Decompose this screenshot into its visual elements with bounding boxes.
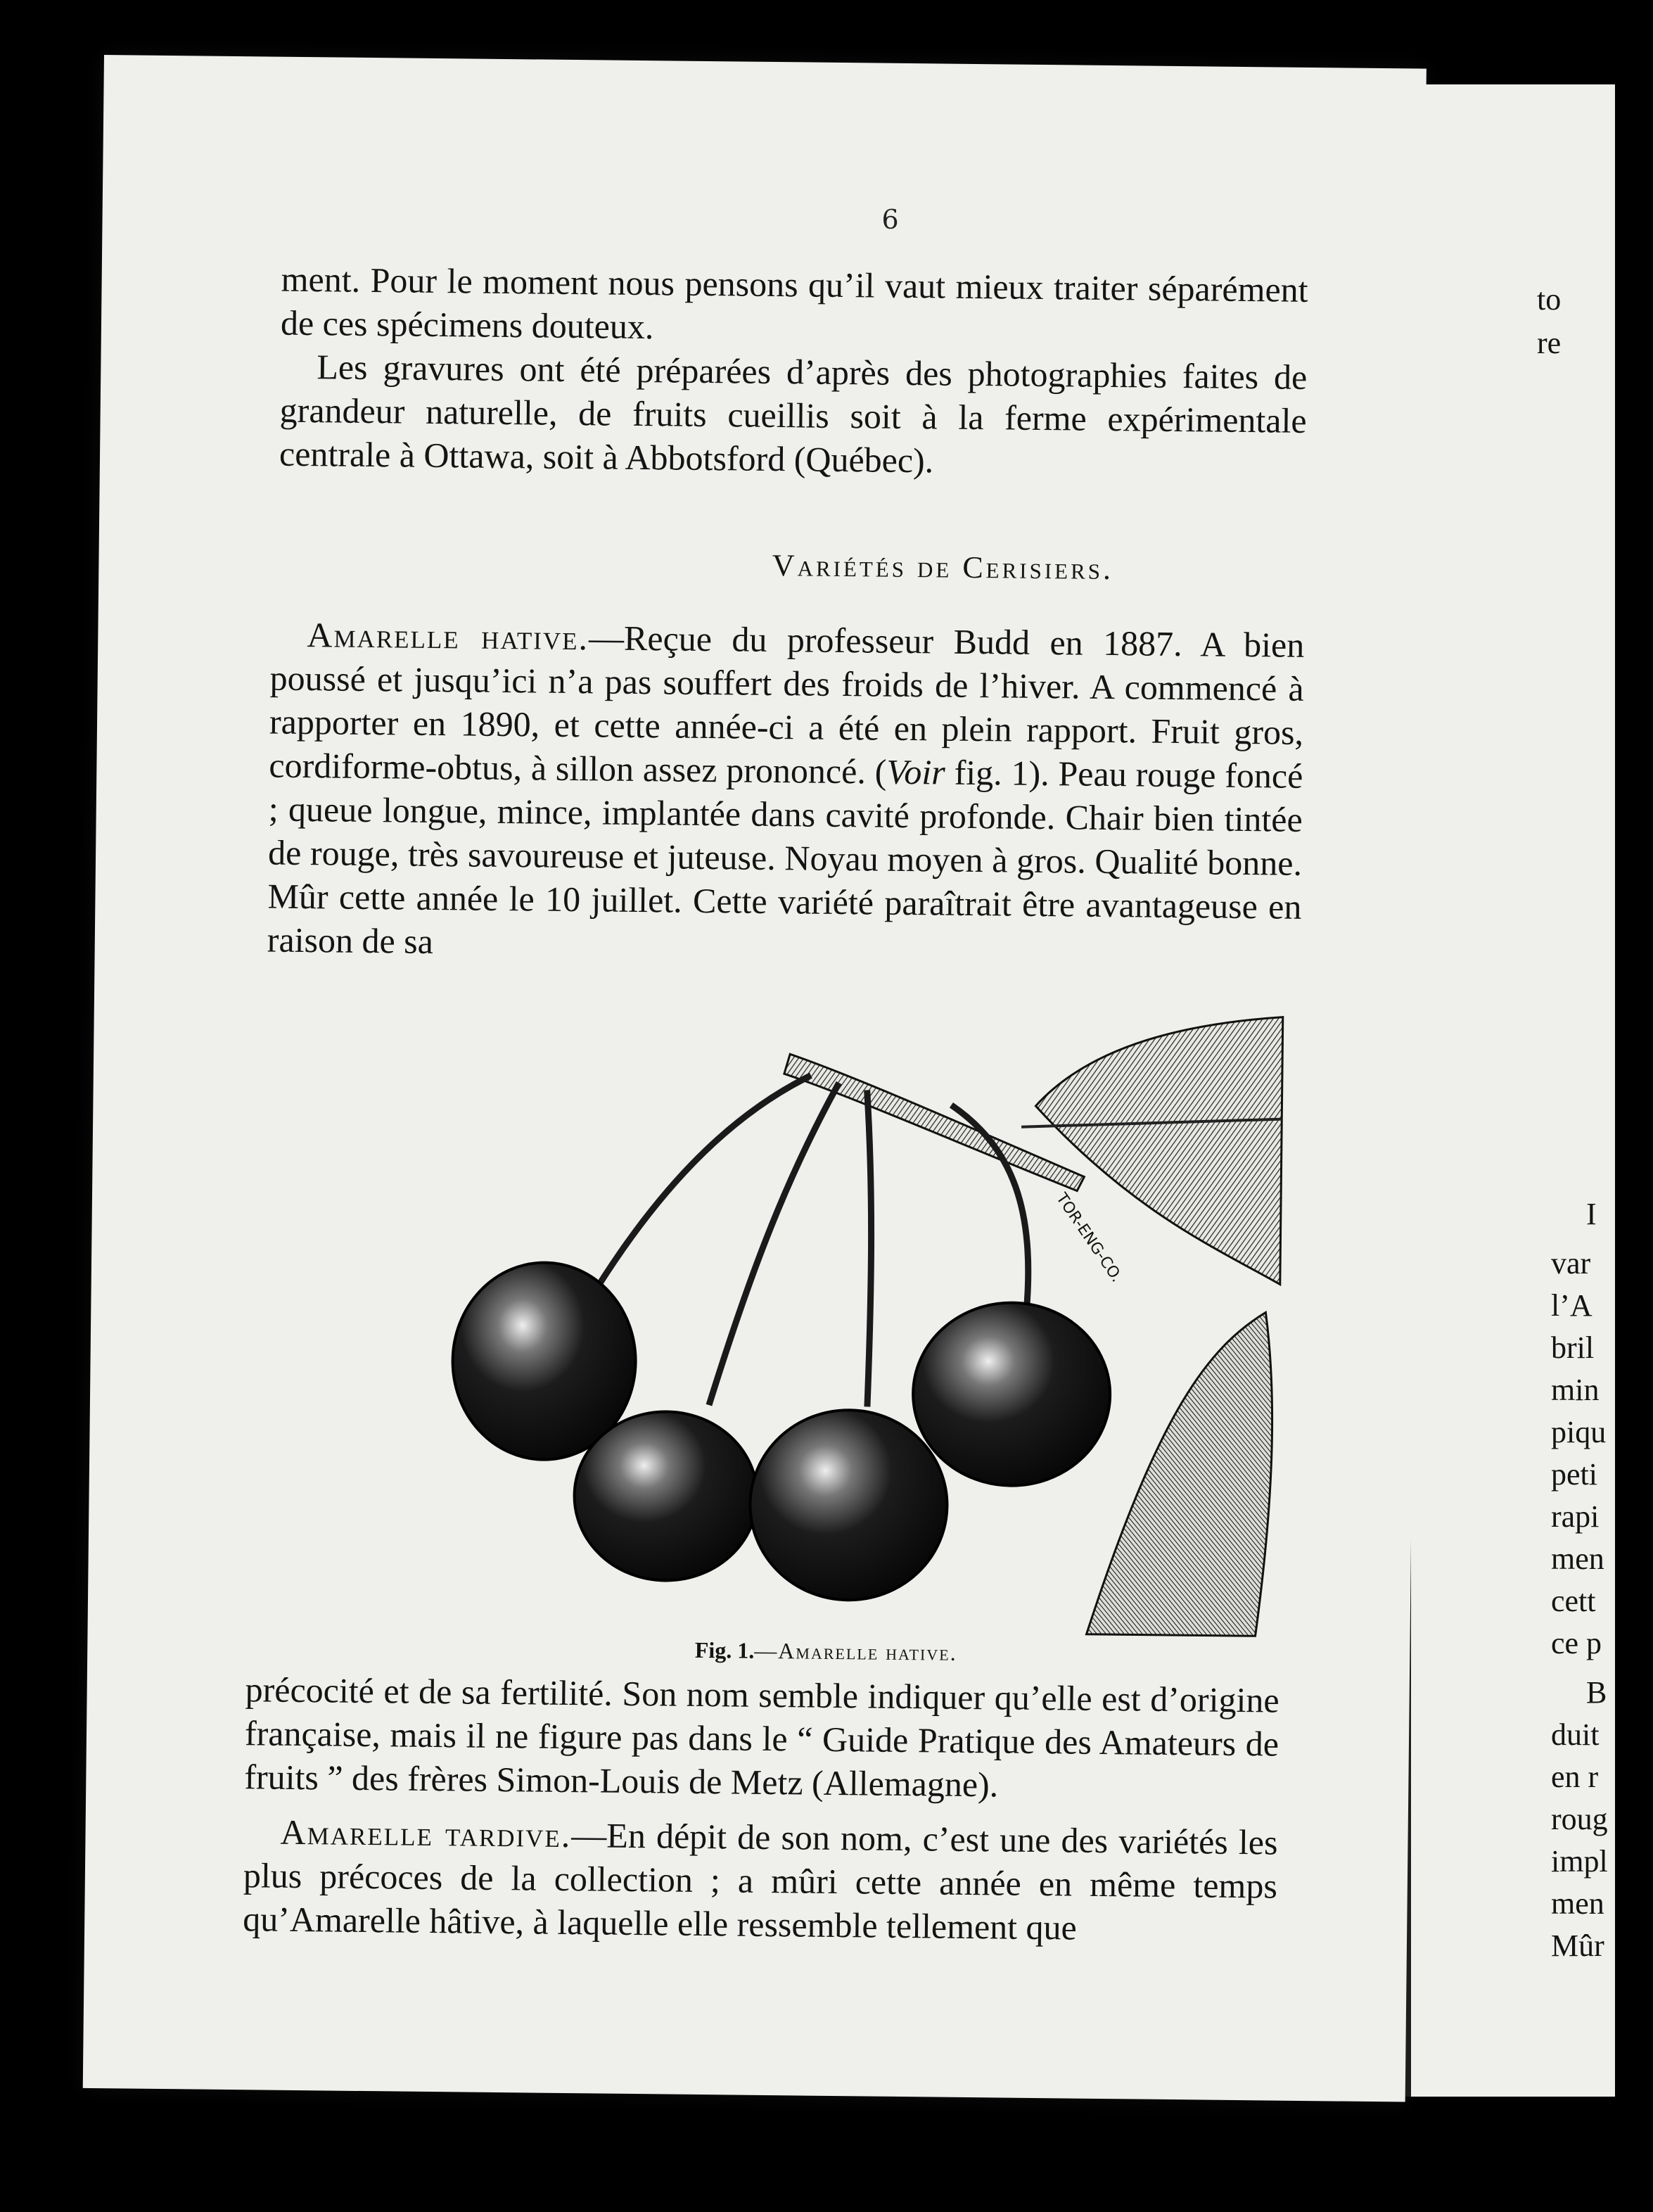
facing-page-fragment: B <box>1586 1675 1607 1710</box>
variety-description-cont: fig. 1). Peau rouge foncé ; queue longue, mince, implantée dans cavité profonde. Chair bien tintée de rouge, très savoureuse et juteuse. Noyau moyen à gros. Qualité bonne. Mûr cette année le 10 juillet. Cette variété paraîtrait être avantageuse en raison de sa <box>267 752 1303 961</box>
facing-page-fragment: to <box>1537 282 1562 317</box>
facing-page-fragment: rapi <box>1551 1499 1600 1534</box>
facing-page-fragment: impl <box>1551 1844 1608 1879</box>
cherry-engraving <box>453 1008 1282 1650</box>
cherry-2 <box>573 1411 758 1582</box>
voir-reference: Voir <box>886 751 946 792</box>
facing-page-fragment: en r <box>1551 1760 1599 1794</box>
facing-page-fragment: ce p <box>1551 1626 1602 1660</box>
facing-page-fragment: men <box>1551 1542 1604 1576</box>
facing-page-fragment: roug <box>1551 1802 1608 1836</box>
branch <box>783 1054 1085 1190</box>
facing-page-fragment: min <box>1551 1373 1600 1407</box>
facing-page-fragment: duit <box>1551 1717 1600 1752</box>
engraver-mark: TOR-ENG-CO. <box>1052 1190 1125 1286</box>
page-number: 6 <box>881 203 899 235</box>
intro-text: ment. Pour le moment nous pensons qu’il vaut mieux traiter séparément de ces spécimens douteux. <box>280 259 1308 347</box>
facing-page-fragment: cett <box>1551 1584 1596 1618</box>
facing-page-fragment: piqu <box>1551 1415 1607 1449</box>
facing-page <box>1400 84 1615 2097</box>
variety-name: Amarelle hative. <box>307 615 589 658</box>
cherry-4 <box>912 1302 1111 1487</box>
leaf-upper <box>1034 1015 1283 1285</box>
caption-text: —Amarelle hative. <box>754 1637 957 1665</box>
facing-page-fragment: bril <box>1551 1330 1595 1365</box>
facing-page-fragment: I <box>1586 1197 1597 1231</box>
amarelle-hative-continuation <box>243 1667 1279 1951</box>
engravings-text: Les gravures ont été préparées d’après des photographies faites de grandeur naturelle, de fruits cueillis soit à la ferme expérimentale centrale à Ottawa, soit à Abbotsford (Québec). <box>279 347 1308 481</box>
continuation-text: précocité et de sa fertilité. Son nom semble indiquer qu’elle est d’origine française, mais il ne figure pas dans le “ Guide Pratique des Amateurs de fruits ” des frères Simon-Louis de Metz (Allemagne). <box>244 1670 1279 1805</box>
book-page <box>83 55 1427 2102</box>
variety-description: —Reçue du professeur Budd en 1887. A bien poussé et jusqu’ici n’a pas souffert des froids de l’hiver. A commencé à rapporter en 1890, et cette année-ci a été en plein rapport. Fruit gros, cordiforme-obtus, à sillon assez prononcé. ( <box>269 618 1305 792</box>
facing-page-fragment: re <box>1537 326 1562 360</box>
facing-page-fragment: Mûr <box>1551 1928 1604 1963</box>
facing-page-fragment: men <box>1551 1886 1604 1921</box>
facing-page-fragment: var <box>1551 1246 1591 1280</box>
amarelle-hative-entry <box>267 613 1305 972</box>
variety-description: —En dépit de son nom, c’est une des variétés les plus précoces de la collection ; a mûri cette année en même temps qu’Amarelle hâtive, à laquelle elle ressemble tellement que <box>242 1815 1278 1947</box>
facing-page-fragment: peti <box>1551 1457 1597 1492</box>
section-heading: Variétés de Cerisiers. <box>772 547 1114 587</box>
variety-name: Amarelle tardive. <box>280 1812 572 1855</box>
caption-fig-number: Fig. 1. <box>694 1636 755 1663</box>
cherry-3 <box>749 1409 948 1601</box>
top-paragraph <box>279 258 1308 486</box>
leaf-lower <box>1087 1311 1274 1636</box>
facing-page-fragment: l’A <box>1551 1288 1593 1323</box>
